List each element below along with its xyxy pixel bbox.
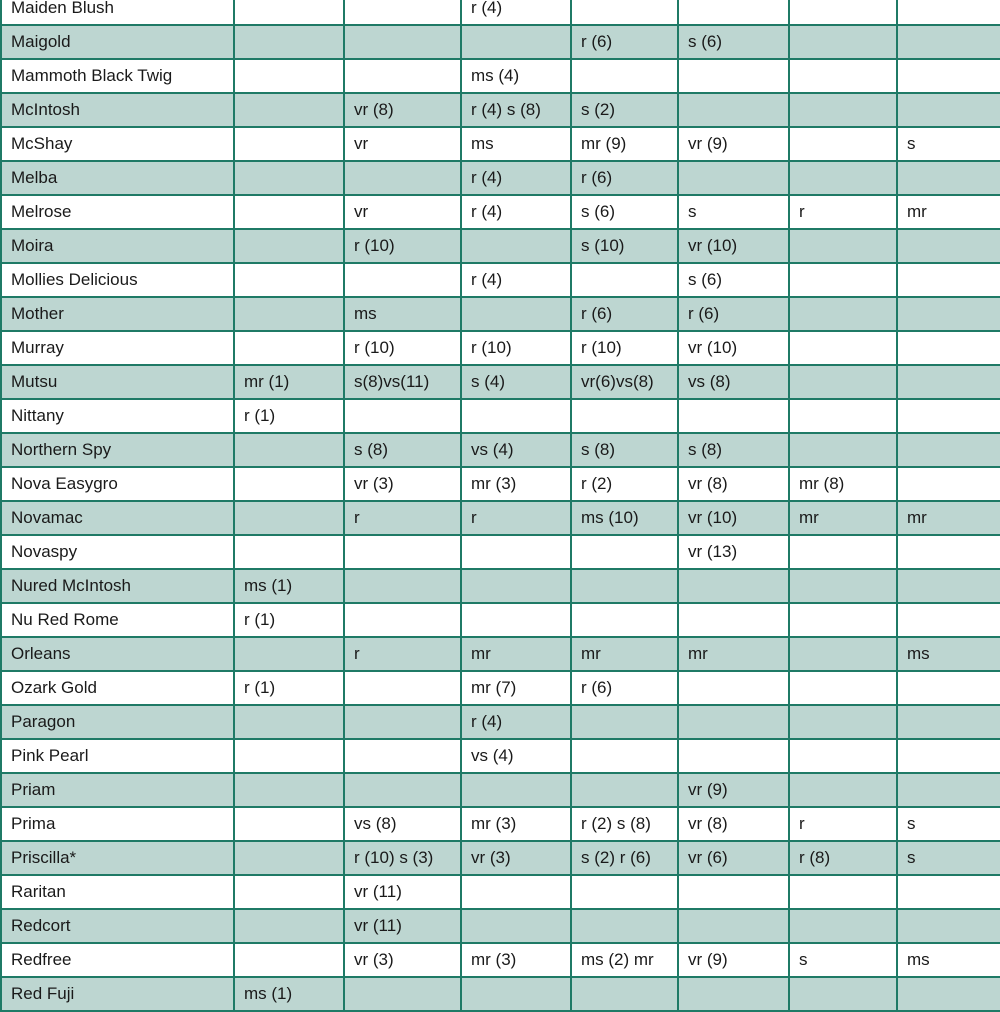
rating-cell xyxy=(678,161,789,195)
rating-cell xyxy=(344,0,461,25)
cultivar-name-cell: Mutsu xyxy=(1,365,234,399)
cultivar-name-cell: Orleans xyxy=(1,637,234,671)
table-row xyxy=(1,229,1000,263)
rating-cell xyxy=(571,263,678,297)
rating-cell xyxy=(571,535,678,569)
rating-cell xyxy=(571,739,678,773)
rating-cell xyxy=(897,59,1000,93)
rating-cell: vr (9) xyxy=(678,127,789,161)
rating-cell: vr xyxy=(344,195,461,229)
rating-cell xyxy=(789,977,897,1011)
rating-cell: r (2) xyxy=(571,467,678,501)
rating-cell xyxy=(897,297,1000,331)
rating-cell xyxy=(461,535,571,569)
table-row xyxy=(1,637,1000,671)
rating-cell xyxy=(789,875,897,909)
rating-cell: r (6) xyxy=(571,297,678,331)
rating-cell xyxy=(234,807,344,841)
rating-cell: ms (10) xyxy=(571,501,678,535)
rating-cell xyxy=(897,705,1000,739)
rating-cell xyxy=(897,569,1000,603)
rating-cell xyxy=(897,671,1000,705)
rating-cell xyxy=(234,535,344,569)
rating-cell: r (1) xyxy=(234,671,344,705)
rating-cell: s (2) r (6) xyxy=(571,841,678,875)
cultivar-name-cell: Prima xyxy=(1,807,234,841)
rating-cell xyxy=(234,501,344,535)
rating-cell xyxy=(789,535,897,569)
table-row xyxy=(1,127,1000,161)
cultivar-name-cell: Priscilla* xyxy=(1,841,234,875)
rating-cell: s xyxy=(897,127,1000,161)
cultivar-name-cell: Melba xyxy=(1,161,234,195)
cultivar-name-cell: Northern Spy xyxy=(1,433,234,467)
rating-cell xyxy=(789,773,897,807)
rating-cell xyxy=(461,603,571,637)
rating-cell xyxy=(789,671,897,705)
rating-cell xyxy=(678,739,789,773)
table-row xyxy=(1,705,1000,739)
cultivar-name-cell: Mammoth Black Twig xyxy=(1,59,234,93)
table-row xyxy=(1,909,1000,943)
rating-cell xyxy=(461,773,571,807)
rating-cell xyxy=(897,365,1000,399)
rating-cell: mr xyxy=(897,195,1000,229)
cultivar-name-cell: Maigold xyxy=(1,25,234,59)
table-row xyxy=(1,535,1000,569)
rating-cell: mr (8) xyxy=(789,467,897,501)
rating-cell xyxy=(789,93,897,127)
cultivar-name-cell: Novamac xyxy=(1,501,234,535)
rating-cell xyxy=(678,875,789,909)
rating-cell: mr xyxy=(461,637,571,671)
rating-cell xyxy=(461,399,571,433)
rating-cell xyxy=(897,0,1000,25)
rating-cell xyxy=(461,569,571,603)
rating-cell xyxy=(461,909,571,943)
rating-cell xyxy=(897,161,1000,195)
rating-cell: s (8) xyxy=(571,433,678,467)
rating-cell: vr (10) xyxy=(678,331,789,365)
rating-cell xyxy=(571,773,678,807)
rating-cell: r (1) xyxy=(234,399,344,433)
table-row xyxy=(1,331,1000,365)
rating-cell: ms (2) mr xyxy=(571,943,678,977)
rating-cell xyxy=(234,467,344,501)
rating-cell xyxy=(678,671,789,705)
rating-cell: r (10) xyxy=(571,331,678,365)
rating-cell: r (10) xyxy=(344,331,461,365)
rating-cell xyxy=(789,637,897,671)
rating-cell xyxy=(789,127,897,161)
rating-cell xyxy=(897,875,1000,909)
rating-cell: s (8) xyxy=(678,433,789,467)
rating-cell xyxy=(571,399,678,433)
table-row xyxy=(1,807,1000,841)
rating-cell xyxy=(344,671,461,705)
table-row xyxy=(1,195,1000,229)
rating-cell xyxy=(234,909,344,943)
rating-cell xyxy=(678,93,789,127)
rating-cell xyxy=(897,467,1000,501)
cultivar-name-cell: Murray xyxy=(1,331,234,365)
cultivar-name-cell: Redfree xyxy=(1,943,234,977)
rating-cell xyxy=(234,297,344,331)
rating-cell xyxy=(344,773,461,807)
rating-cell: s (6) xyxy=(571,195,678,229)
rating-cell xyxy=(571,0,678,25)
table-row xyxy=(1,365,1000,399)
rating-cell xyxy=(789,25,897,59)
rating-cell xyxy=(234,93,344,127)
rating-cell xyxy=(789,569,897,603)
table-row xyxy=(1,501,1000,535)
cultivar-name-cell: Maiden Blush xyxy=(1,0,234,25)
rating-cell xyxy=(234,263,344,297)
rating-cell xyxy=(344,705,461,739)
table-row xyxy=(1,93,1000,127)
rating-cell: r (8) xyxy=(789,841,897,875)
rating-cell xyxy=(234,25,344,59)
cultivar-name-cell: Nu Red Rome xyxy=(1,603,234,637)
table-row xyxy=(1,433,1000,467)
rating-cell xyxy=(789,603,897,637)
table-body xyxy=(1,0,1000,1011)
rating-cell xyxy=(344,399,461,433)
rating-cell xyxy=(234,943,344,977)
rating-cell: mr xyxy=(571,637,678,671)
rating-cell xyxy=(571,875,678,909)
rating-cell: r (10) s (3) xyxy=(344,841,461,875)
rating-cell: vr xyxy=(344,127,461,161)
rating-cell: ms (1) xyxy=(234,977,344,1011)
rating-cell: vr (8) xyxy=(678,807,789,841)
rating-cell xyxy=(344,59,461,93)
rating-cell: mr xyxy=(789,501,897,535)
rating-cell xyxy=(897,229,1000,263)
rating-cell xyxy=(234,331,344,365)
cultivar-name-cell: Nured McIntosh xyxy=(1,569,234,603)
cultivar-name-cell: Priam xyxy=(1,773,234,807)
rating-cell: r (6) xyxy=(571,25,678,59)
table-row xyxy=(1,0,1000,25)
rating-cell: vr (11) xyxy=(344,909,461,943)
rating-cell xyxy=(789,161,897,195)
rating-cell xyxy=(571,705,678,739)
table-row xyxy=(1,739,1000,773)
rating-cell xyxy=(678,0,789,25)
rating-cell xyxy=(234,773,344,807)
table-row xyxy=(1,263,1000,297)
rating-cell: r xyxy=(789,807,897,841)
rating-cell xyxy=(897,909,1000,943)
rating-cell: vr (9) xyxy=(678,943,789,977)
cultivar-name-cell: Nittany xyxy=(1,399,234,433)
rating-cell xyxy=(461,25,571,59)
rating-cell xyxy=(897,93,1000,127)
rating-cell: r (4) xyxy=(461,195,571,229)
rating-cell xyxy=(678,977,789,1011)
rating-cell: r (6) xyxy=(571,671,678,705)
rating-cell xyxy=(571,569,678,603)
cultivar-name-cell: Paragon xyxy=(1,705,234,739)
cultivar-name-cell: Red Fuji xyxy=(1,977,234,1011)
rating-cell xyxy=(789,331,897,365)
rating-cell xyxy=(678,705,789,739)
rating-cell xyxy=(344,535,461,569)
rating-cell: r (10) xyxy=(344,229,461,263)
rating-cell: s xyxy=(789,943,897,977)
rating-cell: s (6) xyxy=(678,25,789,59)
rating-cell: r (6) xyxy=(571,161,678,195)
rating-cell xyxy=(234,841,344,875)
rating-cell: r (10) xyxy=(461,331,571,365)
cultivar-name-cell: Raritan xyxy=(1,875,234,909)
rating-cell: vr(6)vs(8) xyxy=(571,365,678,399)
cultivar-name-cell: Redcort xyxy=(1,909,234,943)
rating-cell: s (10) xyxy=(571,229,678,263)
cultivar-name-cell: Melrose xyxy=(1,195,234,229)
rating-cell: s (8) xyxy=(344,433,461,467)
rating-cell: r xyxy=(461,501,571,535)
rating-cell xyxy=(789,739,897,773)
rating-cell xyxy=(897,739,1000,773)
table-row xyxy=(1,671,1000,705)
cultivar-name-cell: Novaspy xyxy=(1,535,234,569)
rating-cell: vs (4) xyxy=(461,433,571,467)
rating-cell xyxy=(234,127,344,161)
table-row xyxy=(1,59,1000,93)
rating-cell: s(8)vs(11) xyxy=(344,365,461,399)
rating-cell: mr (9) xyxy=(571,127,678,161)
rating-cell: vr (3) xyxy=(344,943,461,977)
rating-cell xyxy=(897,433,1000,467)
cultivar-name-cell: Ozark Gold xyxy=(1,671,234,705)
rating-cell xyxy=(789,909,897,943)
rating-cell: mr xyxy=(897,501,1000,535)
rating-cell xyxy=(897,773,1000,807)
rating-cell xyxy=(234,739,344,773)
rating-cell: s (4) xyxy=(461,365,571,399)
rating-cell: vs (8) xyxy=(344,807,461,841)
rating-cell: ms xyxy=(344,297,461,331)
rating-cell xyxy=(571,59,678,93)
cultivar-name-cell: Pink Pearl xyxy=(1,739,234,773)
table-row xyxy=(1,297,1000,331)
table-row xyxy=(1,841,1000,875)
rating-cell xyxy=(461,229,571,263)
rating-cell: ms (4) xyxy=(461,59,571,93)
rating-cell xyxy=(571,909,678,943)
rating-cell: r (4) xyxy=(461,161,571,195)
rating-cell: vr (3) xyxy=(344,467,461,501)
rating-cell: s xyxy=(897,807,1000,841)
rating-cell: r (4) xyxy=(461,705,571,739)
rating-cell xyxy=(789,705,897,739)
rating-cell: vr (11) xyxy=(344,875,461,909)
rating-cell xyxy=(678,569,789,603)
rating-cell xyxy=(897,603,1000,637)
rating-cell xyxy=(344,161,461,195)
rating-cell xyxy=(461,977,571,1011)
table-row xyxy=(1,467,1000,501)
rating-cell xyxy=(234,59,344,93)
rating-cell xyxy=(678,603,789,637)
rating-cell: ms xyxy=(897,637,1000,671)
rating-cell: ms (1) xyxy=(234,569,344,603)
rating-cell: vr (13) xyxy=(678,535,789,569)
rating-cell: s (2) xyxy=(571,93,678,127)
rating-cell: vr (9) xyxy=(678,773,789,807)
rating-cell xyxy=(234,229,344,263)
rating-cell xyxy=(789,229,897,263)
rating-cell: vr (8) xyxy=(344,93,461,127)
table-row xyxy=(1,25,1000,59)
rating-cell: ms xyxy=(461,127,571,161)
rating-cell xyxy=(678,59,789,93)
rating-cell xyxy=(897,25,1000,59)
rating-cell xyxy=(344,569,461,603)
rating-cell xyxy=(234,637,344,671)
rating-cell xyxy=(789,59,897,93)
cultivar-name-cell: McIntosh xyxy=(1,93,234,127)
rating-cell: r (4) xyxy=(461,263,571,297)
rating-cell xyxy=(344,25,461,59)
rating-cell: s xyxy=(678,195,789,229)
rating-cell: r (4) s (8) xyxy=(461,93,571,127)
rating-cell: vr (10) xyxy=(678,501,789,535)
rating-cell: r (6) xyxy=(678,297,789,331)
rating-cell xyxy=(897,977,1000,1011)
rating-cell xyxy=(571,977,678,1011)
rating-cell: r (2) s (8) xyxy=(571,807,678,841)
rating-cell xyxy=(344,263,461,297)
rating-cell xyxy=(344,739,461,773)
rating-cell: vr (6) xyxy=(678,841,789,875)
cultivar-name-cell: Mollies Delicious xyxy=(1,263,234,297)
cultivar-name-cell: McShay xyxy=(1,127,234,161)
rating-cell xyxy=(234,161,344,195)
rating-cell: r (4) xyxy=(461,0,571,25)
table-row xyxy=(1,977,1000,1011)
rating-cell: mr xyxy=(678,637,789,671)
rating-cell xyxy=(461,297,571,331)
cultivar-name-cell: Moira xyxy=(1,229,234,263)
rating-cell: s (6) xyxy=(678,263,789,297)
rating-cell xyxy=(678,399,789,433)
rating-cell xyxy=(344,603,461,637)
table-row xyxy=(1,161,1000,195)
rating-cell xyxy=(234,705,344,739)
rating-cell xyxy=(789,399,897,433)
rating-cell: vr (3) xyxy=(461,841,571,875)
rating-cell xyxy=(234,195,344,229)
rating-cell xyxy=(789,365,897,399)
table-row xyxy=(1,875,1000,909)
rating-cell xyxy=(344,977,461,1011)
rating-cell: ms xyxy=(897,943,1000,977)
rating-cell: r xyxy=(789,195,897,229)
rating-cell: vs (4) xyxy=(461,739,571,773)
rating-cell: mr (3) xyxy=(461,943,571,977)
table-row xyxy=(1,603,1000,637)
table-row xyxy=(1,943,1000,977)
rating-cell: mr (7) xyxy=(461,671,571,705)
rating-cell xyxy=(571,603,678,637)
rating-cell xyxy=(461,875,571,909)
rating-cell: vr (10) xyxy=(678,229,789,263)
rating-cell: mr (3) xyxy=(461,807,571,841)
rating-cell xyxy=(789,0,897,25)
rating-cell: r xyxy=(344,501,461,535)
rating-cell xyxy=(678,909,789,943)
rating-cell xyxy=(897,331,1000,365)
rating-cell: vr (8) xyxy=(678,467,789,501)
table-row xyxy=(1,773,1000,807)
rating-cell: vs (8) xyxy=(678,365,789,399)
rating-cell xyxy=(897,263,1000,297)
table-row xyxy=(1,569,1000,603)
table-row xyxy=(1,399,1000,433)
cultivar-name-cell: Nova Easygro xyxy=(1,467,234,501)
cultivar-name-cell: Mother xyxy=(1,297,234,331)
rating-cell xyxy=(897,399,1000,433)
rating-cell xyxy=(234,433,344,467)
rating-cell xyxy=(789,297,897,331)
rating-cell: mr (3) xyxy=(461,467,571,501)
rating-cell: r xyxy=(344,637,461,671)
rating-cell xyxy=(897,535,1000,569)
rating-cell xyxy=(234,0,344,25)
rating-cell xyxy=(789,433,897,467)
rating-cell: s xyxy=(897,841,1000,875)
rating-cell: mr (1) xyxy=(234,365,344,399)
rating-cell xyxy=(789,263,897,297)
rating-cell: r (1) xyxy=(234,603,344,637)
rating-cell xyxy=(234,875,344,909)
